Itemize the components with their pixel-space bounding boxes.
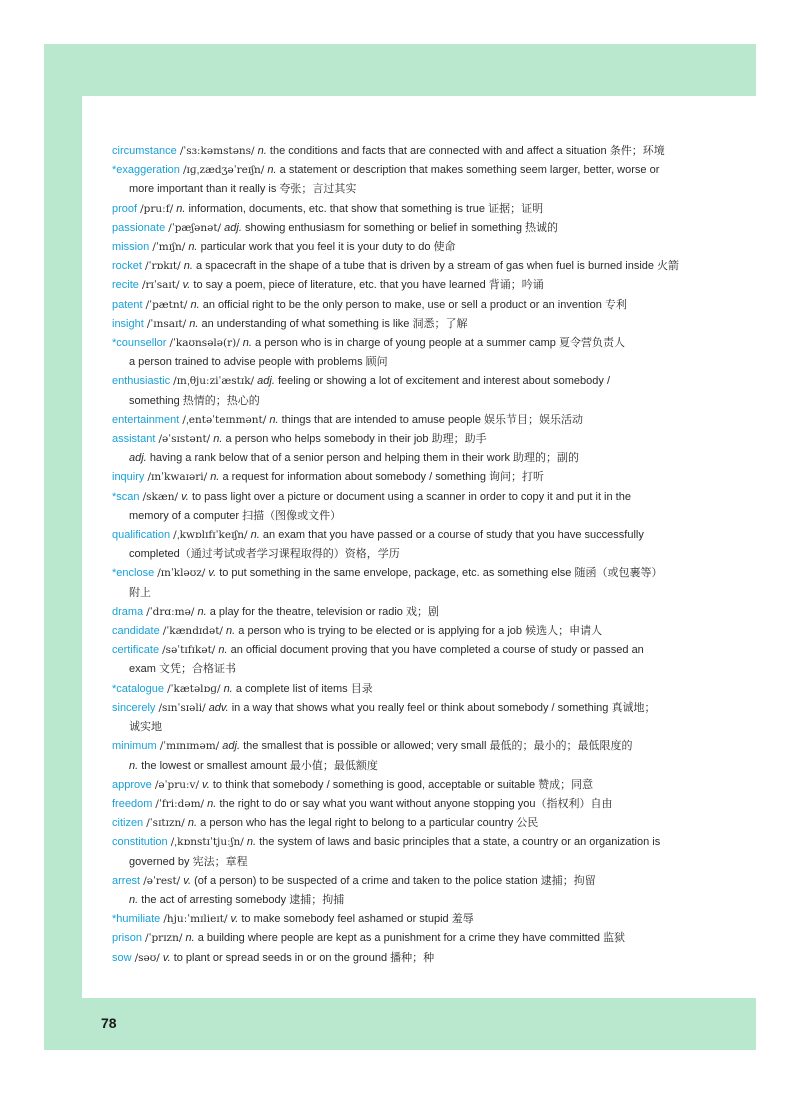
pronunciation: /ɪnˈkwaɪəri/	[147, 471, 208, 484]
glossary-entry	[112, 910, 682, 929]
pronunciation: /ˈfriːdəm/	[155, 797, 205, 810]
part-of-speech: n.	[267, 164, 277, 177]
definition: the conditions and facts that are connected with and affect a situation 条件；环境	[269, 145, 665, 157]
pronunciation: /səˈtɪfɪkət/	[162, 644, 216, 657]
headword: drama	[112, 605, 144, 618]
entry-line	[112, 949, 682, 968]
glossary-entry	[112, 872, 682, 910]
entry-line	[112, 737, 682, 756]
definition-continued: governed by 宪法；章程	[129, 855, 248, 868]
part-of-speech: n.	[218, 644, 228, 657]
entry-continuation-line	[112, 353, 682, 372]
part-of-speech: v.	[208, 567, 217, 580]
definition: an official document proving that you have completed a course of study or passed an	[230, 644, 644, 657]
entry-line	[112, 411, 682, 430]
glossary-entry	[112, 219, 682, 238]
definition: to put something in the same envelope, package, etc. as something else 随函（或包裹等）	[219, 567, 663, 580]
definition: to make somebody feel ashamed or stupid 羞辱	[241, 913, 474, 926]
definition-continued: memory of a computer 扫描（图像或文件）	[129, 509, 342, 522]
pronunciation: /hjuːˈmɪlieɪt/	[163, 913, 228, 926]
pronunciation: /ˈkaʊnsələ(r)/	[169, 337, 240, 350]
pronunciation: /əˈsɪstənt/	[158, 433, 211, 446]
definition: an understanding of what something is like 洞悉；了解	[201, 317, 468, 330]
pronunciation: /ˈɪnsaɪt/	[146, 317, 187, 330]
definition: the smallest that is possible or allowed; very small 最低的；最小的；最低限度的	[243, 740, 633, 753]
entry-line	[112, 161, 682, 180]
headword: minimum	[112, 740, 157, 753]
part-of-speech: v.	[183, 874, 192, 887]
glossary-entry	[112, 315, 682, 334]
headword: *scan	[112, 490, 140, 503]
entry-continuation-line	[112, 180, 682, 199]
headword: certificate	[112, 644, 160, 657]
glossary-entry	[112, 564, 682, 602]
entry-continuation-line	[112, 660, 682, 679]
part-of-speech: n.	[129, 759, 139, 772]
page-number: 78	[101, 1015, 117, 1031]
definition: an exam that you have passed or a course of study that you have successfully	[262, 529, 644, 542]
definition: to think that somebody / something is good, acceptable or suitable 赞成；同意	[212, 778, 594, 791]
entry-line	[112, 526, 682, 545]
pronunciation: /ˈkændɪdət/	[162, 625, 223, 638]
part-of-speech: n.	[223, 682, 233, 695]
definition: (of a person) to be suspected of a crime and taken to the police station 逮捕；拘留	[194, 874, 596, 887]
part-of-speech: n.	[185, 932, 195, 945]
entry-line	[112, 564, 682, 583]
part-of-speech: n.	[187, 817, 198, 830]
part-of-speech: n.	[226, 625, 236, 638]
pronunciation: /səʊ/	[134, 951, 160, 964]
definition-continued: the lowest or smallest amount 最小值；最低额度	[141, 759, 378, 772]
glossary-entry	[112, 737, 682, 775]
glossary-entry	[112, 257, 682, 276]
pronunciation: /skæn/	[142, 490, 179, 503]
definition: showing enthusiasm for something or belief in something 热诚的	[244, 221, 559, 234]
glossary-entry	[112, 161, 682, 199]
part-of-speech: n.	[190, 298, 200, 311]
headword: citizen	[112, 817, 144, 830]
definition: things that are intended to amuse people 娱乐节目；娱乐活动	[281, 413, 584, 426]
glossary-entry	[112, 833, 682, 871]
entry-continuation-line	[112, 584, 682, 603]
definition-continued: exam 文凭；合格证书	[129, 663, 236, 676]
entry-line	[112, 603, 682, 622]
headword: prison	[112, 932, 142, 945]
pronunciation: /ɪnˈkləʊz/	[157, 567, 206, 580]
definition-continued: 诚实地	[129, 721, 162, 734]
definition: a statement or description that makes something seem larger, better, worse or	[279, 164, 660, 177]
headword: *counsellor	[112, 337, 167, 350]
entry-line	[112, 142, 682, 161]
headword: arrest	[112, 874, 141, 887]
entry-line	[112, 315, 682, 334]
pronunciation: /ˈrɒkɪt/	[145, 260, 181, 273]
glossary-entry	[112, 641, 682, 679]
part-of-speech: n.	[269, 413, 279, 426]
pronunciation: /ɪɡˌzædʒəˈreɪʃn/	[182, 164, 265, 177]
glossary-entry	[112, 949, 682, 968]
part-of-speech: adv.	[208, 701, 229, 714]
glossary-entry	[112, 929, 682, 948]
glossary-entry	[112, 334, 682, 372]
glossary-entry	[112, 814, 682, 833]
glossary-entry	[112, 430, 682, 468]
entry-continuation-line	[112, 545, 682, 564]
headword: entertainment	[112, 413, 180, 426]
glossary-entry	[112, 296, 682, 315]
pronunciation: /əˈpruːv/	[154, 778, 199, 791]
pronunciation: /ˌkwɒlɪfɪˈkeɪʃn/	[173, 529, 248, 542]
glossary-entry	[112, 680, 682, 699]
headword: circumstance	[112, 145, 177, 157]
headword: assistant	[112, 433, 156, 446]
entry-line	[112, 200, 682, 219]
pronunciation: /ˈdrɑːmə/	[146, 605, 195, 618]
entry-line	[112, 296, 682, 315]
definition-continued: the act of arresting somebody 逮捕；拘捕	[141, 893, 345, 906]
definition-continued: 附上	[129, 586, 151, 599]
part-of-speech: v.	[230, 913, 239, 926]
part-of-speech: n.	[242, 337, 252, 350]
headword: inquiry	[112, 471, 145, 484]
definition-continued: more important than it really is 夸张；言过其实	[129, 183, 357, 196]
pronunciation: /əˈrest/	[143, 874, 181, 887]
pronunciation: /ˈkætəlɒɡ/	[167, 682, 221, 695]
entry-line	[112, 795, 682, 814]
glossary-entry	[112, 795, 682, 814]
headword: enthusiastic	[112, 375, 171, 388]
entry-line	[112, 257, 682, 276]
definition: particular work that you feel it is your duty to do 使命	[200, 241, 456, 254]
part-of-speech: v.	[162, 951, 171, 964]
entry-continuation-line	[112, 891, 682, 910]
part-of-speech: n.	[189, 317, 199, 330]
entry-line	[112, 372, 682, 391]
part-of-speech: adj.	[224, 221, 242, 234]
pronunciation: /ˈmɪnɪməm/	[159, 740, 220, 753]
definition: in a way that shows what you really feel or think about somebody / something 真诚地；	[231, 701, 656, 714]
entry-line	[112, 699, 682, 718]
glossary-list	[112, 142, 682, 968]
headword: insight	[112, 317, 144, 330]
headword: constitution	[112, 836, 168, 849]
entry-line	[112, 929, 682, 948]
headword: recite	[112, 279, 139, 292]
entry-continuation-line	[112, 449, 682, 468]
part-of-speech: n.	[188, 241, 198, 254]
entry-continuation-line	[112, 757, 682, 776]
headword: *humiliate	[112, 913, 161, 926]
part-of-speech: v.	[181, 490, 189, 503]
entry-line	[112, 238, 682, 257]
entry-line	[112, 276, 682, 295]
glossary-entry	[112, 622, 682, 641]
entry-line	[112, 814, 682, 833]
definition-continued: something 热情的；热心的	[129, 394, 260, 407]
glossary-entry	[112, 526, 682, 564]
entry-line	[112, 334, 682, 353]
entry-line	[112, 872, 682, 891]
pronunciation: /sɪnˈsɪəli/	[158, 701, 206, 714]
glossary-entry	[112, 776, 682, 795]
definition: a person who is trying to be elected or is applying for a job 候选人；申请人	[238, 625, 603, 638]
glossary-entry	[112, 468, 682, 487]
entry-line	[112, 910, 682, 929]
part-of-speech: n.	[207, 797, 217, 810]
definition: to plant or spread seeds in or on the ground 播种；种	[173, 951, 435, 964]
headword: proof	[112, 202, 138, 215]
headword: patent	[112, 298, 143, 311]
definition-continued: having a rank below that of a senior person and helping them in their work 助理的；副的	[149, 452, 580, 465]
pronunciation: /ɪnˌθjuːziˈæstɪk/	[173, 375, 255, 388]
part-of-speech: n.	[183, 260, 193, 273]
definition: information, documents, etc. that show that something is true 证据；证明	[188, 202, 544, 215]
part-of-speech: n.	[213, 433, 223, 446]
glossary-entry	[112, 372, 682, 410]
definition: the right to do or say what you want without anyone stopping you（指权利）自由	[219, 797, 613, 810]
part-of-speech: n.	[176, 202, 186, 215]
definition-continued: a person trained to advise people with problems 顾问	[129, 356, 388, 369]
entry-line	[112, 641, 682, 660]
entry-line	[112, 430, 682, 449]
glossary-entry	[112, 411, 682, 430]
entry-continuation-line	[112, 853, 682, 872]
definition: a person who helps somebody in their job 助理；助手	[225, 433, 487, 446]
part-of-speech: n.	[210, 471, 220, 484]
entry-continuation-line	[112, 507, 682, 526]
glossary-entry	[112, 142, 682, 161]
glossary-entry	[112, 603, 682, 622]
pronunciation: /ˈprɪzn/	[145, 932, 183, 945]
definition: a spacecraft in the shape of a tube that is driven by a stream of gas when fuel is burned inside 火箭	[196, 260, 680, 273]
pronunciation: /ˌkɒnstɪˈtjuːʃn/	[170, 836, 244, 849]
entry-line	[112, 680, 682, 699]
pronunciation: /ˈsɜːkəmstəns/	[179, 145, 255, 157]
headword: approve	[112, 778, 152, 791]
entry-line	[112, 488, 682, 507]
headword: mission	[112, 241, 150, 254]
entry-line	[112, 833, 682, 852]
part-of-speech: n.	[250, 529, 260, 542]
definition-continued: completed（通过考试或者学习课程取得的）资格，学历	[129, 548, 400, 561]
glossary-entry	[112, 699, 682, 737]
pronunciation: /ˈsɪtɪzn/	[146, 817, 185, 830]
definition: the system of laws and basic principles that a state, a country or an organization is	[259, 836, 661, 849]
definition: a request for information about somebody / something 询问；打听	[222, 471, 545, 484]
part-of-speech: n.	[257, 145, 267, 157]
headword: qualification	[112, 529, 171, 542]
pronunciation: /pruːf/	[140, 202, 174, 215]
pronunciation: /ˈmɪʃn/	[152, 241, 186, 254]
headword: sow	[112, 951, 132, 964]
part-of-speech: n.	[246, 836, 257, 849]
headword: candidate	[112, 625, 160, 638]
entry-line	[112, 219, 682, 238]
definition: an official right to be the only person to make, use or sell a product or an invention 专利	[202, 298, 627, 311]
pronunciation: /ˈpætnt/	[145, 298, 188, 311]
headword: freedom	[112, 797, 153, 810]
part-of-speech: adj.	[129, 452, 147, 465]
headword: passionate	[112, 221, 166, 234]
glossary-entry	[112, 200, 682, 219]
pronunciation: /ˈpæʃənət/	[168, 221, 222, 234]
glossary-entry	[112, 488, 682, 526]
part-of-speech: v.	[202, 778, 210, 791]
headword: *exaggeration	[112, 164, 180, 177]
definition: a person who is in charge of young people at a summer camp 夏令营负责人	[255, 337, 625, 350]
definition: feeling or showing a lot of excitement and interest about somebody /	[277, 375, 610, 388]
headword: *enclose	[112, 567, 155, 580]
entry-line	[112, 468, 682, 487]
headword: sincerely	[112, 701, 156, 714]
entry-line	[112, 622, 682, 641]
headword: *catalogue	[112, 682, 164, 695]
glossary-entry	[112, 276, 682, 295]
definition: a play for the theatre, television or radio 戏；剧	[209, 605, 439, 618]
headword: rocket	[112, 260, 142, 273]
definition: a building where people are kept as a punishment for a crime they have committed 监狱	[197, 932, 626, 945]
glossary-entry	[112, 238, 682, 257]
pronunciation: /rɪˈsaɪt/	[141, 279, 180, 292]
part-of-speech: adj.	[222, 740, 241, 753]
definition: to pass light over a picture or document using a scanner in order to copy it and put it in the	[191, 490, 631, 503]
part-of-speech: adj.	[257, 375, 275, 388]
definition: a complete list of items 目录	[235, 682, 373, 695]
part-of-speech: n.	[197, 605, 207, 618]
part-of-speech: n.	[129, 893, 139, 906]
definition: a person who has the legal right to belong to a particular country 公民	[200, 817, 539, 830]
entry-continuation-line	[112, 392, 682, 411]
entry-line	[112, 776, 682, 795]
part-of-speech: v.	[182, 279, 191, 292]
entry-continuation-line	[112, 718, 682, 737]
definition: to say a poem, piece of literature, etc. that you have learned 背诵；吟诵	[193, 279, 544, 292]
pronunciation: /ˌentəˈteɪnmənt/	[182, 413, 267, 426]
